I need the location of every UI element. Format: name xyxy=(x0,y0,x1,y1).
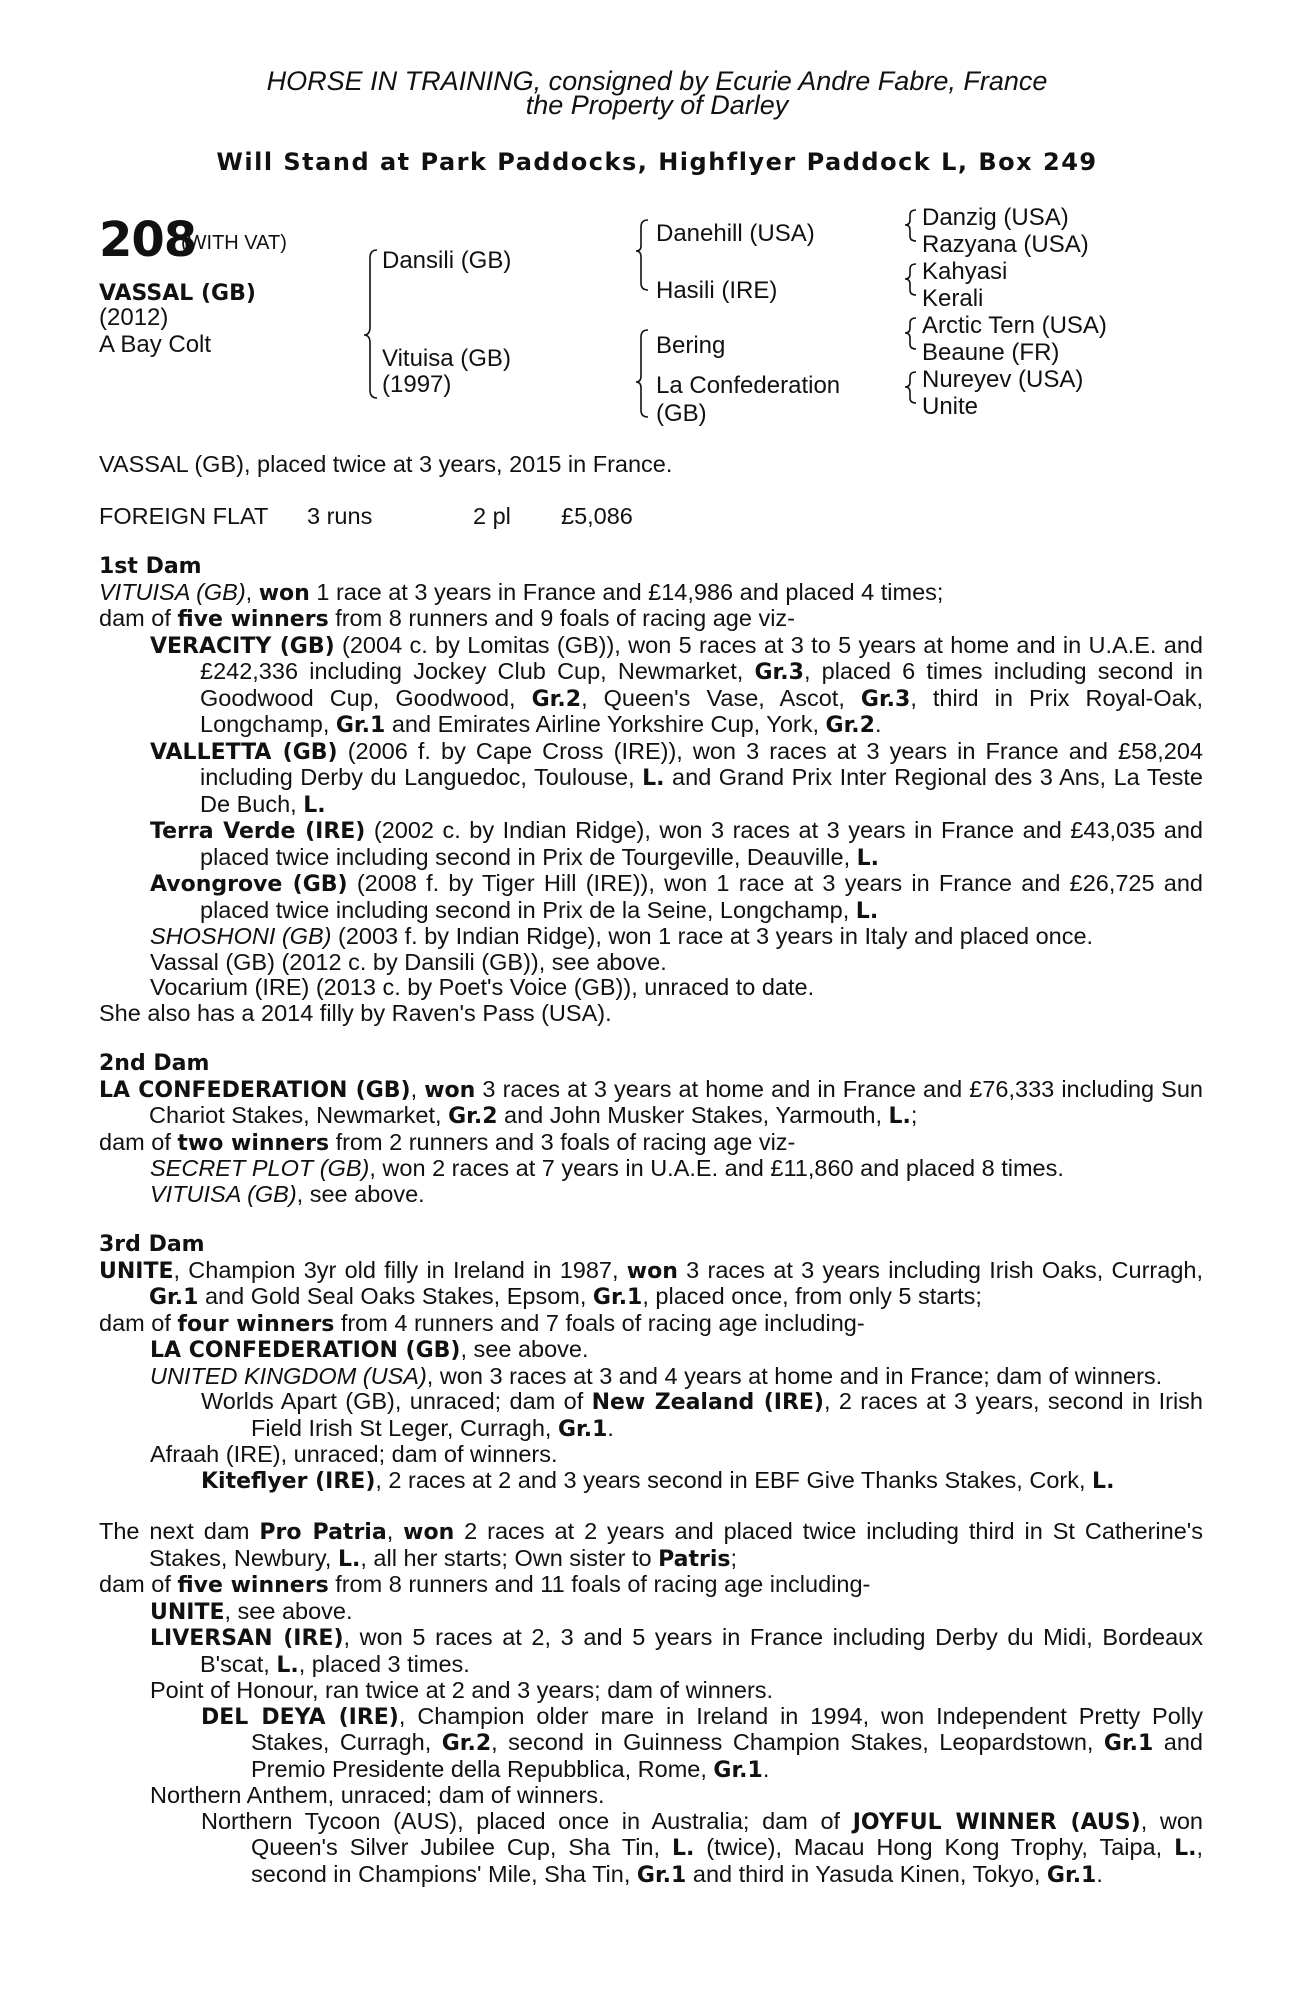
first-dam-heading: 1st Dam xyxy=(99,554,202,579)
ancestor-5: Arctic Tern (USA) xyxy=(922,312,1107,339)
vat-note: (WITH VAT) xyxy=(181,232,287,254)
ancestor-7: Nureyev (USA) xyxy=(922,366,1084,393)
produce-entry: LIVERSAN (IRE), won 5 races at 2, 3 and 5 years in France including Derby du Midi, Bordeaux B'scat, L., placed 3 times. xyxy=(150,1624,1203,1678)
third-dam-heading: 3rd Dam xyxy=(99,1232,205,1257)
ancestor-3: Kahyasi xyxy=(922,258,1008,285)
dam-of-dam-country: (GB) xyxy=(656,400,707,427)
produce-entry: Terra Verde (IRE) (2002 c. by Indian Ridge), won 3 races at 3 years in France and £43,035 and placed twice including second in Prix de Tourgeville, Deauville, L. xyxy=(150,817,1203,871)
produce-entry: LA CONFEDERATION (GB), see above. xyxy=(150,1336,589,1363)
next-dam-para: The next dam Pro Patria, won 2 races at 2 years and placed twice including third in St Catherine's Stakes, Newbury, L., all her starts; Own sister to Patris; xyxy=(99,1518,1203,1572)
dam-of-dam: La Confederation xyxy=(656,372,841,399)
record-runs: 3 runs xyxy=(307,503,373,529)
produce-entry: VERACITY (GB) (2004 c. by Lomitas (GB)), won 5 races at 3 to 5 years at home and in U.A.E. and £242,336 including Jockey Club Cup, Newmarket, Gr.3, placed 6 times including second in Goodwood Cup, Goodwood, Gr.2, Queen's Vase, Ascot, Gr.3, third in Prix Royal-Oak, Longchamp, Gr.1 and Emirates Airline Yorkshire Cup, York, Gr.2. xyxy=(150,631,1204,738)
second-dam-para: LA CONFEDERATION (GB), won 3 races at 3 years at home and in France and £76,333 including Sun Chariot Stakes, Newmarket, Gr.2 and John Musker Stakes, Yarmouth, L.; xyxy=(99,1075,1203,1129)
horse-name: VASSAL (GB) xyxy=(99,281,256,306)
record-category: FOREIGN FLAT xyxy=(99,503,269,529)
ancestor-1: Danzig (USA) xyxy=(922,204,1069,231)
produce-entry: UNITE, see above. xyxy=(150,1597,353,1625)
produce-entry: She also has a 2014 filly by Raven's Pass (USA). xyxy=(99,999,612,1026)
produce-entry: SHOSHONI (GB) (2003 f. by Indian Ridge), won 1 race at 3 years in Italy and placed once. xyxy=(150,923,1094,949)
race-summary: VASSAL (GB), placed twice at 3 years, 2015 in France. xyxy=(99,451,673,477)
produce-entry: Afraah (IRE), unraced; dam of winners. xyxy=(150,1441,558,1467)
ancestor-8: Unite xyxy=(922,393,979,420)
produce-entry: Northern Anthem, unraced; dam of winners. xyxy=(150,1782,605,1808)
dam: Vituisa (GB) xyxy=(382,345,511,372)
record-earnings: £5,086 xyxy=(561,503,633,529)
produce-entry: Vocarium (IRE) (2013 c. by Poet's Voice (GB)), unraced to date. xyxy=(150,974,815,1000)
produce-entry: SECRET PLOT (GB), won 2 races at 7 years in U.A.E. and £11,860 and placed 8 times. xyxy=(150,1155,1064,1181)
property-line: the Property of Darley xyxy=(525,90,789,120)
location-line: Will Stand at Park Paddocks, Highflyer Paddock L, Box 249 xyxy=(216,148,1098,176)
foaling-year: (2012) xyxy=(99,304,169,331)
horse-description: A Bay Colt xyxy=(99,331,212,358)
second-dam-heading: 2nd Dam xyxy=(99,1051,210,1076)
produce-entry: Point of Honour, ran twice at 2 and 3 years; dam of winners. xyxy=(150,1677,774,1703)
sire-of-sire: Danehill (USA) xyxy=(656,220,815,247)
first-dam-para: VITUISA (GB), won 1 race at 3 years in France and £14,986 and placed 4 times; xyxy=(99,578,944,606)
ancestor-6: Beaune (FR) xyxy=(922,339,1060,366)
produce-entry: UNITED KINGDOM (USA), won 3 races at 3 and 4 years at home and in France; dam of winners. xyxy=(150,1362,1163,1389)
produce-entry: Avongrove (GB) (2008 f. by Tiger Hill (IRE)), won 1 race at 3 years in France and £26,725 and placed twice including second in Prix de la Seine, Longchamp, L. xyxy=(150,870,1203,924)
third-dam-para: dam of four winners from 4 runners and 7 foals of racing age including- xyxy=(99,1309,865,1337)
produce-entry: Kiteflyer (IRE), 2 races at 2 and 3 years second in EBF Give Thanks Stakes, Cork, L. xyxy=(201,1466,1115,1494)
produce-record xyxy=(99,554,1203,1888)
ancestor-2: Razyana (USA) xyxy=(922,231,1089,258)
first-dam-para: dam of five winners from 8 runners and 9 foals of racing age viz- xyxy=(99,605,795,632)
produce-entry: Northern Tycoon (AUS), placed once in Australia; dam of JOYFUL WINNER (AUS), won Queen's Silver Jubilee Cup, Sha Tin, L. (twice), Macau Hong Kong Trophy, Taipa, L., second in Champions' Mile, Sha Tin, Gr.1 and third in Yasuda Kinen, Tokyo, Gr.1. xyxy=(201,1807,1204,1888)
dam-of-sire: Hasili (IRE) xyxy=(656,277,778,304)
record-placings: 2 pl xyxy=(473,503,511,529)
dam-foaling-year: (1997) xyxy=(382,371,452,398)
produce-entry: VITUISA (GB), see above. xyxy=(150,1180,425,1207)
produce-entry: Worlds Apart (GB), unraced; dam of New Zealand (IRE), 2 races at 3 years, second in Irish Field Irish St Leger, Curragh, Gr.1. xyxy=(201,1388,1203,1442)
consignment-line: HORSE IN TRAINING, consigned by Ecurie Andre Fabre, France xyxy=(266,66,1048,96)
sire: Dansili (GB) xyxy=(382,247,512,274)
produce-entry: Vassal (GB) (2012 c. by Dansili (GB)), see above. xyxy=(150,948,667,975)
third-dam-para: UNITE, Champion 3yr old filly in Ireland in 1987, won 3 races at 3 years including Irish Oaks, Curragh, Gr.1 and Gold Seal Oaks Stakes, Epsom, Gr.1, placed once, from only 5 starts; xyxy=(99,1256,1203,1310)
ancestor-4: Kerali xyxy=(922,285,984,312)
next-dam-para: dam of five winners from 8 runners and 11 foals of racing age including- xyxy=(99,1571,871,1598)
produce-entry: DEL DEYA (IRE), Champion older mare in Ireland in 1994, won Independent Pretty Polly Stakes, Curragh, Gr.2, second in Guinness Champion Stakes, Leopardstown, Gr.1 and Premio Presidente della Repubblica, Rome, Gr.1. xyxy=(201,1702,1203,1783)
second-dam-para: dam of two winners from 2 runners and 3 foals of racing age viz- xyxy=(99,1128,796,1156)
lot-number: 208 xyxy=(99,212,197,268)
produce-entry: VALLETTA (GB) (2006 f. by Cape Cross (IRE)), won 3 races at 3 years in France and £58,204 including Derby du Languedoc, Toulouse, L. and Grand Prix Inter Regional des 3 Ans, La Teste De Buch, L. xyxy=(150,737,1203,818)
sire-of-dam: Bering xyxy=(656,332,726,359)
